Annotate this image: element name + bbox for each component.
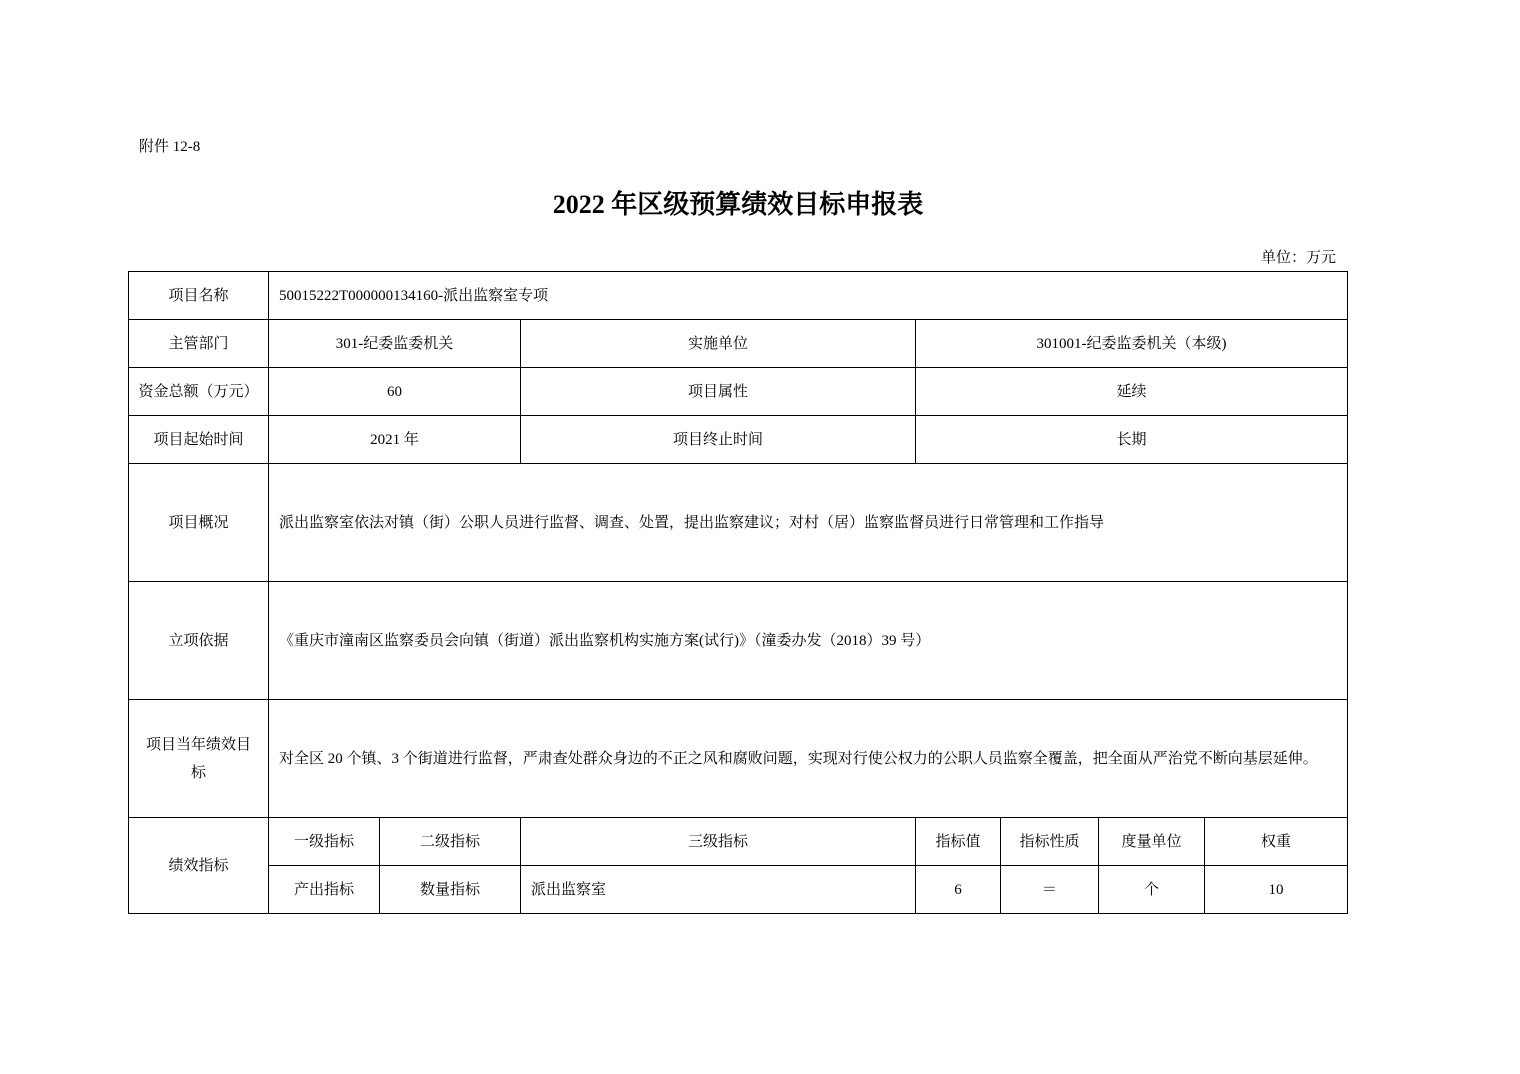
indicator-header: 一级指标 [269,818,380,866]
attachment-label: 附件 12-8 [139,139,201,155]
overview-label: 项目概况 [129,464,269,582]
indicator-value: 6 [916,866,1001,914]
indicator-level3: 派出监察室 [521,866,916,914]
indicator-nature: ＝ [1001,866,1099,914]
attr-value: 延续 [916,368,1348,416]
goal-value: 对全区 20 个镇、3 个街道进行监督，严肃查处群众身边的不正之风和腐败问题，实现对行使公权力的公职人员监察全覆盖，把全面从严治党不断向基层延伸。 [269,700,1348,818]
indicator-header: 三级指标 [521,818,916,866]
budget-form-table [128,271,1348,914]
attr-label: 项目属性 [521,368,916,416]
start-value: 2021 年 [269,416,521,464]
row-department [129,320,1348,368]
unit-label: 单位：万元 [1260,250,1336,266]
row-goal [129,700,1348,818]
indicators-label: 绩效指标 [129,818,269,914]
row-funds [129,368,1348,416]
row-basis [129,582,1348,700]
indicator-row [129,866,1348,914]
indicator-header: 二级指标 [380,818,521,866]
fund-label: 资金总额（万元） [129,368,269,416]
project-name-value: 50015222T000000134160-派出监察室专项 [269,272,1348,320]
start-label: 项目起始时间 [129,416,269,464]
basis-label: 立项依据 [129,582,269,700]
end-value: 长期 [916,416,1348,464]
basis-value: 《重庆市潼南区监察委员会向镇（街道）派出监察机构实施方案(试行)》（潼委办发（2018）39 号） [269,582,1348,700]
project-name-label: 项目名称 [129,272,269,320]
indicator-weight: 10 [1205,866,1348,914]
impl-value: 301001-纪委监委机关（本级) [916,320,1348,368]
end-label: 项目终止时间 [521,416,916,464]
row-overview [129,464,1348,582]
indicator-header: 指标值 [916,818,1001,866]
dept-value: 301-纪委监委机关 [269,320,521,368]
row-period [129,416,1348,464]
row-project-name [129,272,1348,320]
fund-value: 60 [269,368,521,416]
indicator-header: 指标性质 [1001,818,1099,866]
indicator-header-row [129,818,1348,866]
goal-label: 项目当年绩效目标 [129,700,269,818]
impl-label: 实施单位 [521,320,916,368]
dept-label: 主管部门 [129,320,269,368]
indicator-level2: 数量指标 [380,866,521,914]
indicator-header: 权重 [1205,818,1348,866]
indicator-level1: 产出指标 [269,866,380,914]
overview-value: 派出监察室依法对镇（街）公职人员进行监督、调查、处置，提出监察建议；对村（居）监察监督员进行日常管理和工作指导 [269,464,1348,582]
page-title: 2022 年区级预算绩效目标申报表 [552,190,924,219]
indicator-header: 度量单位 [1099,818,1205,866]
indicator-unit: 个 [1099,866,1205,914]
